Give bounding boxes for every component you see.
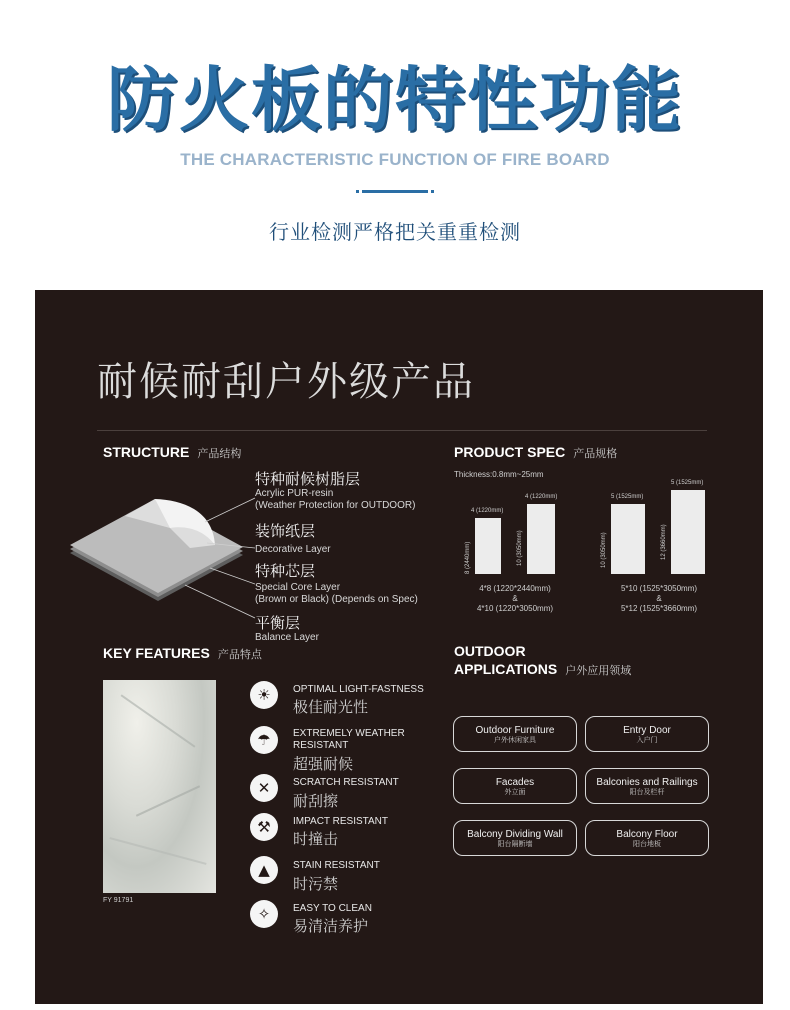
app-label-cn: 阳台地板: [633, 840, 661, 848]
board-1-width: 4 (1220mm): [471, 508, 504, 514]
app-entry-door: [585, 716, 709, 752]
clean-icon: ✧: [250, 900, 278, 928]
thickness-label: Thickness:0.8mm~25mm: [454, 470, 544, 479]
layer-4-en: Balance Layer: [255, 632, 319, 643]
applications-title-1: OUTDOOR: [454, 643, 526, 659]
app-label-en: Balcony Dividing Wall: [467, 829, 563, 840]
structure-title: STRUCTURE: [103, 444, 190, 460]
sizes-left: [465, 584, 565, 614]
app-facades: [453, 768, 577, 804]
product-panel: [35, 290, 763, 1004]
layer-3-en: Special Core Layer: [255, 582, 341, 593]
feature-2-cn: 超强耐候: [293, 755, 354, 773]
size-5x10: 5*10 (1525*3050mm): [620, 584, 698, 593]
structure-heading: [103, 444, 241, 461]
app-label-cn: 阳台及栏杆: [629, 788, 665, 796]
features-title-cn: 产品特点: [217, 648, 262, 661]
board-4x10: [527, 504, 555, 574]
size-5x12: 5*12 (1525*3660mm): [620, 604, 698, 613]
panel-rule: [97, 430, 707, 431]
feature-3-en: SCRATCH RESISTANT: [293, 777, 399, 788]
size-4x10: 4*10 (1220*3050mm): [476, 604, 554, 613]
feature-2-en2: RESISTANT: [293, 740, 349, 751]
board-1-height: 8 (2440mm): [465, 541, 471, 574]
sizes-right: [607, 584, 711, 614]
size-amp-left: &: [512, 594, 518, 603]
marble-sample-image: [103, 680, 216, 893]
feature-3-cn: 耐刮擦: [293, 792, 339, 810]
layer-1-en: Acrylic PUR-resin: [255, 488, 334, 499]
app-label-cn: 入户门: [636, 736, 658, 744]
structure-title-cn: 产品结构: [197, 447, 242, 460]
marble-vein: [121, 694, 196, 747]
feature-1-en: OPTIMAL LIGHT-FASTNESS: [293, 684, 424, 695]
app-label-cn: 外立面: [504, 788, 526, 796]
layer-diagram: [65, 470, 265, 630]
feature-1-cn: 极佳耐光性: [293, 698, 369, 716]
page-subtitle: THE CHARACTERISTIC FUNCTION OF FIRE BOARD: [180, 150, 610, 169]
layer-1-en2: (Weather Protection for OUTDOOR): [255, 500, 416, 511]
app-label-en: Facades: [495, 777, 535, 788]
app-label-en: Entry Door: [623, 725, 671, 736]
spec-title-cn: 产品规格: [573, 447, 618, 460]
app-label-cn: 阳台隔断墙: [497, 840, 533, 848]
app-label-en: Balconies and Railings: [596, 777, 698, 788]
leader-line-3: [210, 568, 255, 584]
board-5x12: [671, 490, 705, 574]
feature-6-cn: 易清洁养护: [293, 917, 369, 935]
feature-5-cn: 时污禁: [293, 875, 339, 893]
impact-icon: ⚒: [250, 813, 278, 841]
spec-title: PRODUCT SPEC: [454, 444, 566, 460]
board-4-width: 5 (1525mm): [671, 480, 704, 486]
layer-2-cn: 装饰纸层: [255, 522, 316, 540]
board-5x10: [611, 504, 645, 574]
features-title: KEY FEATURES: [103, 645, 210, 661]
board-3-width: 5 (1525mm): [611, 494, 644, 500]
marble-vein: [109, 837, 206, 865]
stain-icon: ▲: [250, 856, 278, 884]
app-balcony-floor: [585, 820, 709, 856]
board-4x8: [475, 518, 501, 574]
spec-heading: [454, 444, 617, 461]
board-4-height: 12 (3660mm): [661, 524, 667, 560]
app-balcony-dividing-wall: [453, 820, 577, 856]
sun-icon: ☀: [250, 681, 278, 709]
feature-6-en: EASY TO CLEAN: [293, 903, 372, 914]
app-label-cn: 户外休闲家具: [494, 736, 536, 744]
size-4x8: 4*8 (1220*2440mm): [479, 584, 551, 593]
applications-heading: [454, 642, 631, 680]
feature-4-en: IMPACT RESISTANT: [293, 816, 389, 827]
board-2-height: 10 (3050mm): [517, 530, 523, 566]
board-2-width: 4 (1220mm): [525, 494, 558, 500]
layer-3-cn: 特种芯层: [255, 562, 316, 580]
layer-2-en: Decorative Layer: [255, 544, 331, 555]
features-heading: [103, 645, 262, 662]
marble-vein: [136, 785, 200, 816]
app-label-en: Outdoor Furniture: [475, 725, 555, 736]
app-outdoor-furniture: [453, 716, 577, 752]
feature-2-en: EXTREMELY WEATHER: [293, 728, 405, 739]
panel-title: 耐候耐刮户外级产品: [97, 359, 475, 405]
leader-line-1: [205, 498, 255, 522]
leader-line-4: [185, 585, 255, 618]
app-balconies-railings: [585, 768, 709, 804]
layer-1-cn: 特种耐候树脂层: [255, 470, 361, 488]
app-label-en: Balcony Floor: [616, 829, 678, 840]
feature-4-cn: 时撞击: [293, 830, 339, 848]
title-divider: [362, 190, 428, 193]
scratch-icon: ✕: [250, 774, 278, 802]
layer-4-cn: 平衡层: [255, 614, 301, 632]
feature-5-en: STAIN RESISTANT: [293, 860, 380, 871]
tagline: 行业检测严格把关重重检测: [269, 220, 521, 244]
sample-code: FY 91791: [103, 897, 134, 904]
layer-3-en2: (Brown or Black) (Depends on Spec): [255, 594, 418, 605]
size-amp-right: &: [656, 594, 662, 603]
page-title: 防火板的特性功能: [107, 59, 683, 141]
weather-icon: ☂: [250, 726, 278, 754]
board-3-height: 10 (3050mm): [601, 532, 607, 568]
applications-title-2: APPLICATIONS: [454, 661, 558, 677]
applications-title-cn: 户外应用领域: [565, 664, 632, 677]
